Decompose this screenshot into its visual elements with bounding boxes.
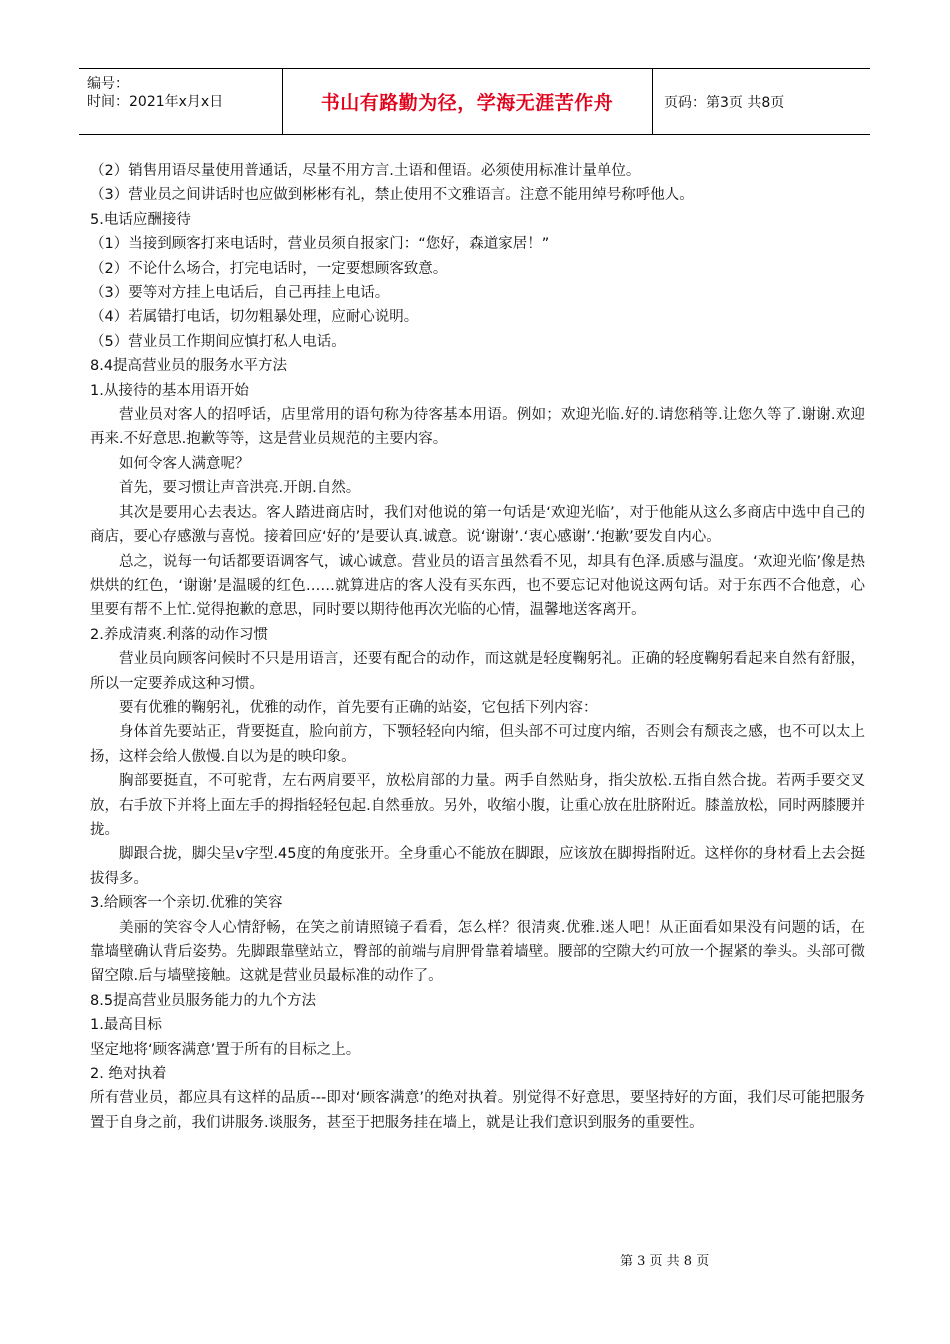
list-item: （2）不论什么场合，打完电话时，一定要想顾客致意。 — [90, 260, 448, 277]
body-paragraph: 总之，说每一句话都要语调客气，诚心诚意。营业员的语言虽然看不见，却具有色泽.质感与温度。‘欢迎光临’像是热烘烘的红色，‘谢谢’是温暖的红色……就算进店的客人没有买东西，也不要忘记对他说这两句话。对于东西不合他意，心里要有帮不上忙.觉得抱歉的意思，同时要以期待他再次光临的心情，温馨地送客离开。 — [90, 553, 865, 619]
body-paragraph: 营业员对客人的招呼话，店里常用的语句称为待客基本用语。例如；欢迎光临.好的.请您稍等.让您久等了.谢谢.欢迎再来.不好意思.抱歉等等，这是营业员规范的主要内容。 — [90, 407, 865, 448]
list-item: （1）当接到顾客打来电话时，营业员须自报家门：“您好，森道家居！” — [90, 236, 550, 253]
page-header — [79, 68, 870, 135]
list-item: （5）营业员工作期间应慎打私人电话。 — [90, 333, 346, 350]
body-paragraph: 首先，要习惯让声音洪亮.开朗.自然。 — [119, 480, 361, 497]
body-paragraph: 身体首先要站正，背要挺直，脸向前方，下颚轻轻向内缩，但头部不可过度内缩，否则会有颓丧之感，也不可以太上扬，这样会给人傲慢.自以为是的映印象。 — [90, 724, 865, 765]
list-item: 8.5提高营业员服务能力的九个方法 — [90, 992, 317, 1009]
list-item: （2）销售用语尽量使用普通话，尽量不用方言.土语和俚语。必须使用标准计量单位。 — [90, 163, 641, 179]
list-item: 坚定地将‘顾客满意’置于所有的目标之上。 — [90, 1041, 361, 1058]
list-item: 2. 绝对执着 — [90, 1066, 167, 1083]
list-item: 1.最高目标 — [90, 1017, 162, 1034]
header-meta — [87, 75, 223, 111]
document-body — [90, 159, 865, 1135]
body-paragraph: 美丽的笑容令人心情舒畅，在笑之前请照镜子看看，怎么样？很清爽.优雅.迷人吧！从正面看如果没有问题的话，在靠墙壁确认背后姿势。先脚跟靠壁站立，臀部的前端与肩胛骨靠着墙壁。腰部的空隙大约可放一个握紧的拳头。头部可微留空隙.后与墙壁接触。这就是营业员最标准的动作了。 — [90, 919, 865, 985]
document-date-label: 时间：2021年x月x日 — [87, 94, 224, 110]
list-item: 3.给顾客一个亲切.优雅的笑容 — [90, 895, 283, 912]
header-motto: 书山有路勤为径，学海无涯苦作舟 — [320, 92, 614, 114]
list-item: 5.电话应酬接待 — [90, 211, 191, 228]
header-divider-right — [652, 69, 653, 134]
list-item: （3）营业员之间讲话时也应做到彬彬有礼，禁止使用不文雅语言。注意不能用绰号称呼他人。 — [90, 187, 694, 204]
body-paragraph: 要有优雅的鞠躬礼，优雅的动作，首先要有正确的站姿，它包括下列内容： — [119, 699, 598, 716]
body-paragraph: 营业员向顾客问候时不只是用语言，还要有配合的动作，而这就是轻度鞠躬礼。正确的轻度鞠躬看起来自然有舒服，所以一定要养成这种习惯。 — [90, 651, 865, 692]
list-item: 8.4提高营业员的服务水平方法 — [90, 358, 288, 375]
list-item: 1.从接待的基本用语开始 — [90, 382, 249, 399]
list-item: 2.养成清爽.利落的动作习惯 — [90, 626, 268, 643]
document-number-label: 编号： — [87, 76, 129, 92]
page-footer: 第 3 页 共 8 页 — [620, 1254, 710, 1269]
list-item: 所有营业员，都应具有这样的品质---即对‘顾客满意’的绝对执着。别觉得不好意思，要坚持好的方面，我们尽可能把服务置于自身之前，我们讲服务.谈服务，甚至于把服务挂在墙上，就是让我们意识到服务的重要性。 — [90, 1090, 865, 1131]
list-item: （4）若属错打电话，切勿粗暴处理，应耐心说明。 — [90, 309, 419, 326]
header-page-number: 页码：第3页 共8页 — [664, 94, 785, 111]
body-paragraph: 其次是要用心去表达。客人踏进商店时，我们对他说的第一句话是‘欢迎光临’，对于他能从这么多商店中选中自己的商店，要心存感激与喜悦。接着回应‘好的’是要认真.诚意。说‘谢谢’.‘衷心感谢’.‘抱歉’要发自内心。 — [90, 504, 865, 546]
body-paragraph: 如何令客人满意呢？ — [119, 455, 250, 472]
body-paragraph: 脚跟合拢，脚尖呈v字型.45度的角度张开。全身重心不能放在脚跟，应该放在脚拇指附近。这样你的身材看上去会挺拔得多。 — [90, 846, 865, 887]
list-item: （3）要等对方挂上电话后，自己再挂上电话。 — [90, 285, 390, 302]
body-paragraph: 胸部要挺直，不可驼背，左右两肩要平，放松肩部的力量。两手自然贴身，指尖放松.五指自然合拢。若两手要交叉放，右手放下并将上面左手的拇指轻轻包起.自然垂放。另外，收缩小腹，让重心放在肚脐附近。膝盖放松，同时两膝腰并拢。 — [90, 773, 865, 838]
